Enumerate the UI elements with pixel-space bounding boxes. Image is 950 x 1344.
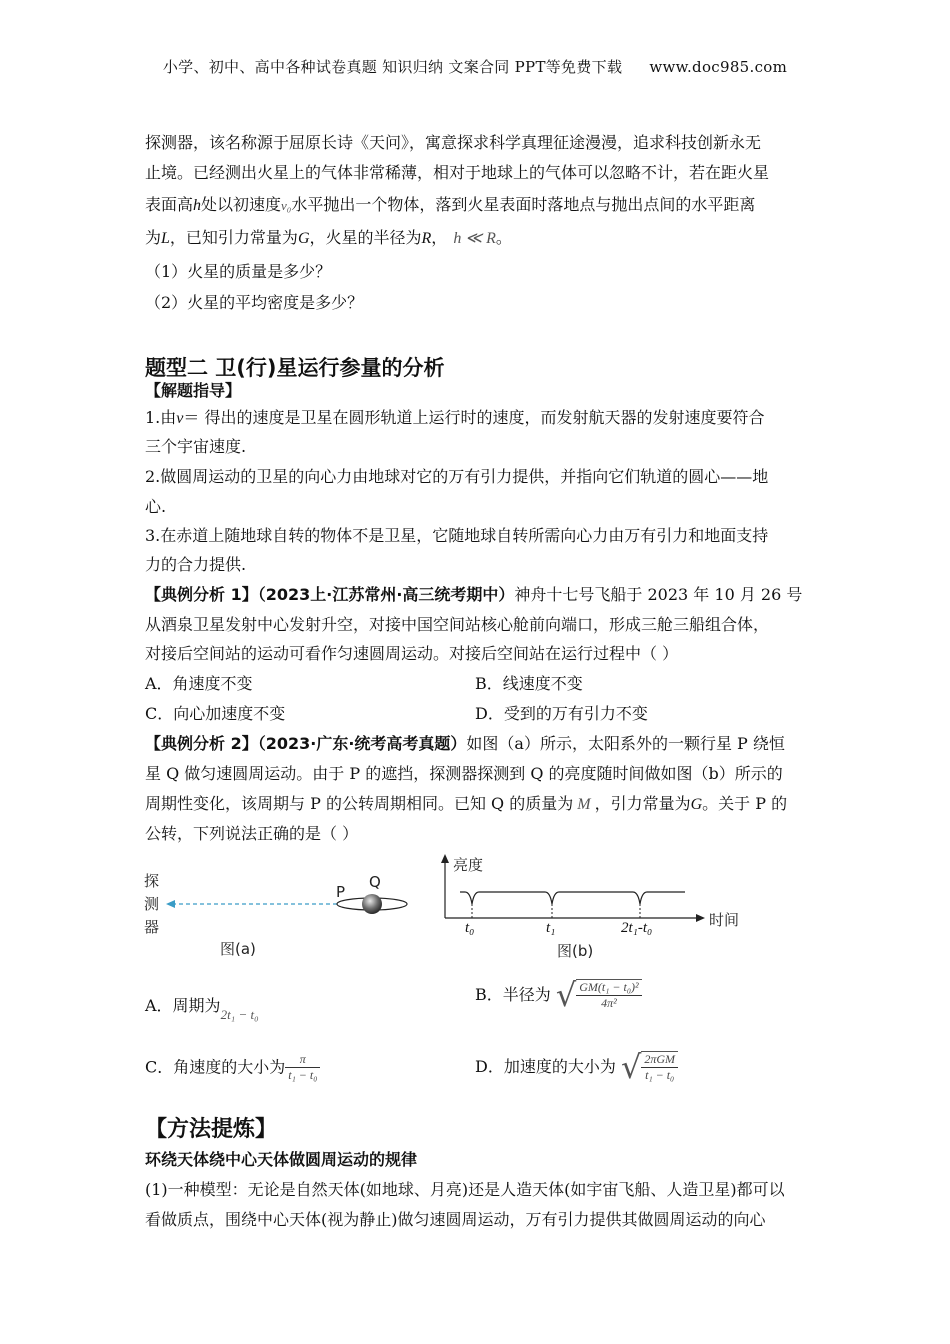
option-c-denominator: t₁ − t₀ [288,1068,318,1082]
page-header [0,56,950,77]
condition-h-much-less-R: h ≪ R [453,230,496,247]
method-title: 【方法提炼】 [145,1117,278,1142]
example2-line-2: 星 Q 做匀速圆周运动。由于 P 的遮挡，探测器探测到 Q 的亮度随时间做如图（b）所示的 [145,764,783,783]
example2-line-1: 【典例分析 2】（2023·广东·统考高考真题）如图（a）所示，太阳系外的一颗行星 P 绕恒 [145,734,785,753]
x-axis-label: 时间 [709,911,740,929]
detector-label-3: 器 [144,918,160,936]
example1-option-b: B．线速度不变 [475,674,583,693]
guide-3b: 力的合力提供. [145,555,247,574]
tick-label-t0: t₀ [465,920,475,936]
tick-label-2t1-t0: 2t₁-t₀ [621,920,653,936]
option-a-expr: 2t₁ − t₀ [220,1007,259,1022]
tick-label-t1: t₁ [546,920,556,936]
figure-a-caption: 图(a) [220,940,256,958]
example2-option-c: C．角速度的大小为 $\frac{\pi}{\text{t₁ − t₀}}$ [145,1052,320,1098]
detector-label-1: 探 [144,872,160,890]
method-line-1: (1)一种模型：无论是自然天体(如地球、月亮)还是人造天体(如宇宙飞船、人造卫星)都可以 [145,1180,785,1199]
guide-3: 3.在赤道上随地球自转的物体不是卫星，它随地球自转所需向心力由万有引力和地面支持 [145,526,769,545]
star-q-circle [362,894,382,914]
figure-a [140,860,420,970]
example1-option-a: A．角速度不变 [145,674,253,693]
radical-icon: √ [620,1048,642,1086]
figure-b-caption: 图(b) [557,942,594,960]
detector-label-2: 测 [144,895,160,913]
example1-line-3: 对接后空间站的运动可看作匀速圆周运动。对接后空间站在运行过程中（ ） [145,644,679,663]
label-p: P [336,883,346,901]
var-h: h [193,197,202,214]
intro-line-4: 为L，已知引力常量为G，火星的半径为R， h ≪ R。 [145,228,512,247]
method-subtitle: 环绕天体绕中心天体做圆周运动的规律 [145,1150,418,1169]
x-axis-arrow-icon [696,914,705,922]
arrow-head-icon [166,900,175,908]
guide-1b: 三个宇宙速度. [145,437,247,456]
example2-tag: 【典例分析 2】（2023·广东·统考高考真题） [145,734,467,753]
example2-option-a: A．周期为$_{2t_1 - t_0}$ [145,996,259,1022]
example2-line-3: 周期性变化，该周期与 P 的公转周期相同。已知 Q 的质量为 M ，引力常量为G。关于 P 的 [145,794,788,813]
guide-2b: 心. [145,497,167,516]
label-q: Q [369,873,381,891]
var-v0: v₀ [281,198,292,213]
radical-icon: √ [555,976,577,1014]
option-b-denominator: 4π² [601,996,617,1010]
example2-option-d: D．加速度的大小为 √ $\frac{\text{2πGM}}{\text{t₁ − t₀}}$ [475,1047,678,1097]
y-axis-label: 亮度 [453,856,484,874]
example2-option-b: B．半径为 √ $\frac{\text{GM(t₁ − t₀)²}}{\text{4π²}}$ [475,975,642,1031]
guide-2: 2.做圆周运动的卫星的向心力由地球对它的万有引力提供，并指向它们轨道的圆心——地 [145,467,769,486]
section-title: 题型二 卫(行)星运行参量的分析 [145,356,445,380]
example1-option-c: C．向心加速度不变 [145,704,286,723]
question-1: （1）火星的质量是多少？ [145,262,332,281]
header-site: www.doc985.com [649,58,788,76]
guide-title: 【解题指导】 [145,381,242,400]
example1-tag: 【典例分析 1】（2023上·江苏常州·高三统考期中） [145,585,515,604]
y-axis-arrow-icon [441,854,449,863]
example1-line-2: 从酒泉卫星发射中心发射升空，对接中国空间站核心舱前向端口，形成三舱三船组合体， [145,615,770,634]
brightness-curve [460,892,685,904]
intro-line-3: 表面高h处以初速度v₀水平抛出一个物体，落到火星表面时落地点与抛出点间的水平距离 [145,195,756,214]
method-line-2: 看做质点，围绕中心天体(视为静止)做匀速圆周运动，万有引力提供其做圆周运动的向心 [145,1210,766,1229]
option-d-numerator: 2πGM [641,1052,678,1068]
option-c-numerator: π [285,1052,320,1068]
option-d-denominator: t₁ − t₀ [645,1068,675,1082]
question-2: （2）火星的平均密度是多少？ [145,293,364,312]
example2-line-4: 公转，下列说法正确的是（ ） [145,824,359,843]
example1-line-1: 【典例分析 1】（2023上·江苏常州·高三统考期中）神舟十七号飞船于 2023 年 10 月 26 号 [145,585,803,604]
header-text: 小学、初中、高中各种试卷真题 知识归纳 文案合同 PPT等免费下载 [162,58,623,76]
intro-line-2: 止境。已经测出火星上的气体非常稀薄，相对于地球上的气体可以忽略不计，若在距火星 [145,163,770,182]
option-b-numerator: GM(t₁ − t₀)² [576,980,641,996]
intro-line-1: 探测器，该名称源于屈原长诗《天问》，寓意探求科学真理征途漫漫，追求科技创新永无 [145,133,762,152]
example1-option-d: D．受到的万有引力不变 [475,704,648,723]
figure-b [435,852,755,972]
guide-1: 1.由v＝ 得出的速度是卫星在圆形轨道上运行时的速度，而发射航天器的发射速度要符合 [145,408,765,427]
